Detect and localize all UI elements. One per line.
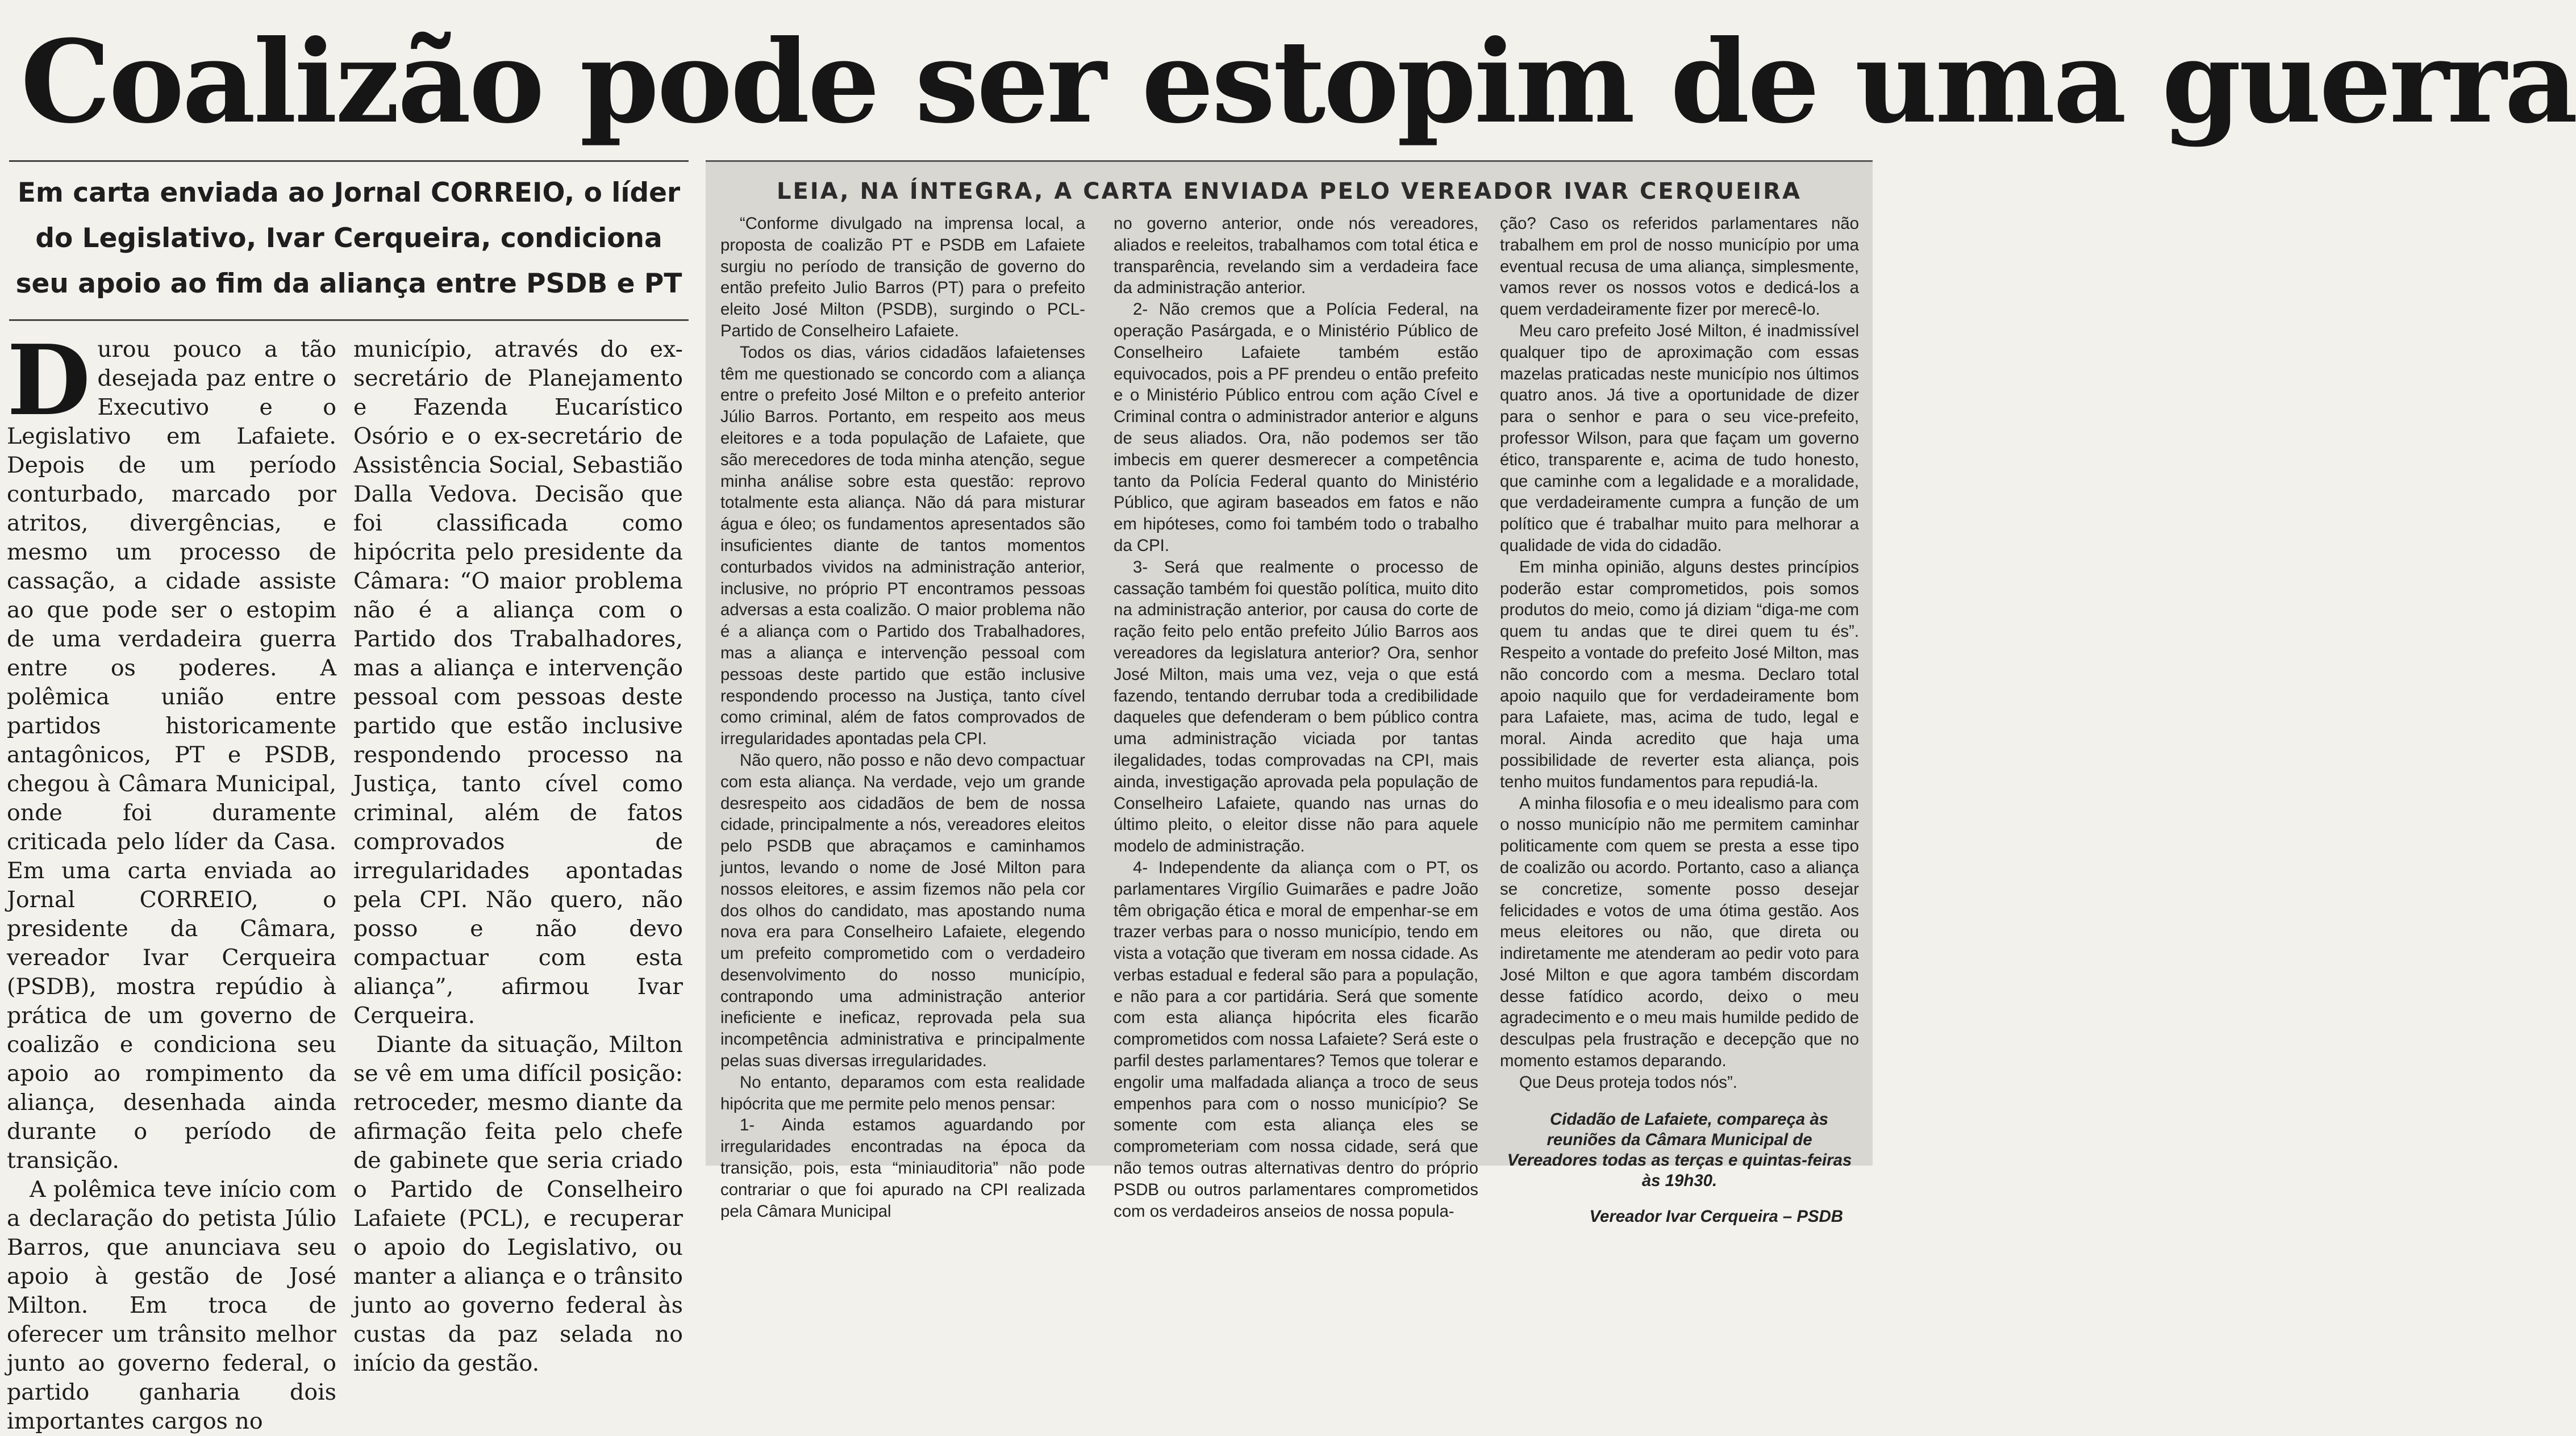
letter-column-3 <box>1500 213 1859 1226</box>
article-paragraph: A polêmica teve início com a declaração do petista Júlio Barros, que anunciava seu apoio à gestão de José Milton. Em troca de oferecer um trânsito melhor junto ao governo federal, o partido ganharia dois importantes cargos no <box>7 1176 336 1434</box>
letter-paragraph: Todos os dias, vários cidadãos lafaietenses têm me questionado se concordo com a aliança entre o prefeito José Milton e o prefeito anterior Júlio Barros. Portanto, em respeito aos meus eleitores e a toda população de Lafaiete, que são merecedores de toda minha atenção, segue minha análise sobre esta questão: reprovo totalmente esta aliança. Não dá para misturar água e óleo; os fundamentos apresentados são insuficientes diante de tantos momentos conturbados vividos na administração anterior, inclusive, no próprio PT encontramos pessoas adversas a esta coalizão. O maior problema não é a aliança com o Partido dos Trabalhadores, mas a aliança e intervenção pessoal com pessoas deste partido que estão inclusive respondendo processo na Justiça, tanto cível como criminal, além de fatos comprovados de irregularidades apontadas pela CPI. <box>720 343 1085 749</box>
subheadline: Em carta enviada ao Jornal CORREIO, o líder do Legislativo, Ivar Cerqueira, condiciona seu apoio ao fim da aliança entre PSDB e PT <box>15 177 682 299</box>
article-paragraph-text: urou pouco a tão desejada paz entre o Executivo e o Legislativo em Lafaiete. Depois de um período conturbado, marcado por atritos, divergências, e mesmo um processo de cassação, a cidade assiste ao que pode ser o estopim de uma verdadeira guerra entre os poderes. A polêmica união entre partidos historicamente antagônicos, PT e PSDB, chegou à Câmara Municipal, onde foi duramente criticada pelo líder da Casa. Em uma carta enviada ao Jornal CORREIO, o presidente da Câmara, vereador Ivar Cerqueira (PSDB), mostra repúdio à prática de um governo de coalizão e condiciona seu apoio ao rompimento da aliança, desenhada ainda durante o período de transição. <box>7 336 336 1174</box>
letter-column-1 <box>720 213 1085 1221</box>
letter-paragraph: Meu caro prefeito José Milton, é inadmissível qualquer tipo de aproximação com essas mazelas praticadas neste município nos últimos quatro anos. Já tive a oportunidade de dizer para o senhor e para o seu vice-prefeito, professor Wilson, para que façam um governo ético, transparente e, acima de tudo honesto, que caminhe com a legalidade e a moralidade, que verdadeiramente cumpra a função de um político que é trabalhar muito para melhorar a qualidade de vida do cidadão. <box>1500 321 1859 555</box>
letter-title: LEIA, NA ÍNTEGRA, A CARTA ENVIADA PELO VEREADOR IVAR CERQUEIRA <box>777 178 1802 204</box>
letter-paragraph: “Conforme divulgado na imprensa local, a proposta de coalizão PT e PSDB em Lafaiete surgiu no período de transição de governo do então prefeito Julio Barros (PT) para o prefeito eleito José Milton (PSDB), surgindo o PCL-Partido de Conselheiro Lafaiete. <box>720 214 1085 340</box>
letter-column-2 <box>1114 213 1478 1221</box>
letter-paragraph: 1- Ainda estamos aguardando por irregularidades encontradas na época da transição, pois, esta “miniauditoria” não pode contrariar o que foi apurado na CPI realizada pela Câmara Municipal <box>720 1116 1085 1221</box>
letter-paragraph: no governo anterior, onde nós vereadores, aliados e reeleitos, trabalhamos com total ética e transparência, revelando sim a verdadeira face da administração anterior. <box>1114 214 1478 298</box>
article-paragraph: município, através do ex-secretário de Planejamento e Fazenda Eucarístico Osório e o ex-secretário de Assistência Social, Sebastião Dalla Vedova. Decisão que foi classificada como hipócrita pelo presidente da Câmara: “O maior problema não é a aliança com o Partido dos Trabalhadores, mas a aliança e intervenção pessoal com pessoas deste partido que estão inclusive respondendo processo na Justiça, tanto cível como criminal, além de fatos comprovados de irregularidades apontadas pela CPI. Não quero, não posso e não devo compactuar com esta aliança”, afirmou Ivar Cerqueira. <box>353 336 683 1029</box>
letter-paragraph: Que Deus proteja todos nós”. <box>1519 1072 1737 1092</box>
letter-box <box>706 160 1873 1226</box>
headline: Coalizão pode ser estopim de uma guerra <box>20 15 2576 149</box>
drop-cap: D <box>7 324 91 437</box>
letter-paragraph: 2- Não cremos que a Polícia Federal, na operação Pasárgada, e o Ministério Público de Conselheiro Lafaiete também estão equivocados, pois a PF prendeu o então prefeito e o Ministério Público entrou com ação Cível e Criminal contra o administrador anterior e alguns de seus aliados. Ora, não podemos ser tão imbecis em querer desmerecer a competência tanto da Polícia Federal quanto do Ministério Público, que agiram baseados em fatos e não em hipóteses, como foi também todo o trabalho da CPI. <box>1114 300 1478 555</box>
letter-paragraph: ção? Caso os referidos parlamentares não trabalhem em prol de nosso município por uma eventual recusa de uma aliança, simplesmente, vamos rever os nossos votos e dedicá-los a quem verdadeiramente fizer por merecê-lo. <box>1500 214 1859 319</box>
letter-paragraph: 3- Será que realmente o processo de cassação também foi questão política, muito dito na administração anterior, por causa do corte de ração feito pelo então prefeito Júlio Barros aos vereadores da legislatura anterior? Ora, senhor José Milton, mais uma vez, veja o que está fazendo, tentando derrubar toda a credibilidade daqueles que defenderam o bem público contra uma administração viciada por tantas ilegalidades, todas comprovadas na CPI, mais ainda, investigação aprovada pela população de Conselheiro Lafaiete, quando nas urnas do último pleito, o eleitor disse não para aquele modelo de administração. <box>1114 557 1478 856</box>
article-paragraph <box>7 324 336 1175</box>
divider-top <box>9 160 689 162</box>
divider-bottom <box>9 319 689 321</box>
letter-paragraph: 4- Independente da aliança com o PT, os parlamentares Virgílio Guimarães e padre João têm obrigação ética e moral de empenhar-se em trazer verbas para o nosso município, tendo em vista a votação que tiveram em nossa cidade. As verbas estadual e federal são para a população, e não para a cor partidária. Será que somente com esta aliança hipócrita eles ficarão comprometidos com nossa Lafaiete? Será este o parfil destes parlamentares? Temos que tolerar e engolir uma malfadada aliança a troco de seus empenhos para com o nosso município? Se somente com esta aliança eles se comprometeriam com nossa cidade, será que não temos outras alternativas dentro do próprio PSDB ou outros parlamentares comprometidos com os verdadeiros anseios de nossa popula- <box>1114 858 1478 1221</box>
letter-paragraph: Não quero, não posso e não devo compactuar com esta aliança. Na verdade, vejo um grande desrespeito aos cidadãos de bem de nossa cidade, principalmente a nós, vereadores eleitos pelo PSDB que abraçamos e caminhamos juntos, levando o nome de José Milton para nossos eleitores, e assim fizemos não pela cor dos olhos do candidato, mas apostando numa nova era para Conselheiro Lafaiete, elegendo um prefeito comprometido com o verdadeiro desenvolvimento do nosso município, contrapondo uma administração anterior ineficiente e ineficaz, reprovada pela sua incompetência administrativa e principalmente pelas suas diversas irregularidades. <box>720 750 1085 1071</box>
article-column-2 <box>353 335 683 1376</box>
article-paragraph: Diante da situação, Milton se vê em uma difícil posição: retroceder, mesmo diante da afirmação feita pelo chefe de gabinete que seria criado o Partido de Conselheiro Lafaiete (PCL), e recuperar o apoio do Legislativo, ou manter a aliança e o trânsito junto ao governo federal às custas da paz selada no início da gestão. <box>353 1032 683 1376</box>
meeting-notice: Cidadão de Lafaiete, compareça às reuniões da Câmara Municipal de Vereadores todas as terças e quintas-feiras às 19h30. <box>1507 1109 1852 1190</box>
letter-paragraph: A minha filosofia e o meu idealismo para com o nosso município não me permitem caminhar politicamente com quem se presta a esse tipo de coalizão ou acordo. Portanto, caso a aliança se concretize, somente posso desejar felicidades e votos de uma ótima gestão. Aos meus eleitores ou não, que direta ou indiretamente me atenderam ao pedir voto para José Milton e que agora também discordam desse fatídico acordo, deixo o meu agradecimento e o meu mais humilde pedido de desculpas pela frustração e decepção que no momento estamos deparando. <box>1500 794 1859 1071</box>
letter-paragraph: No entanto, deparamos com esta realidade hipócrita que me permite pelo menos pensar: <box>720 1072 1085 1113</box>
article-column-1 <box>7 324 336 1434</box>
letter-paragraph: Em minha opinião, alguns destes princípios poderão estar comprometidos, pois somos produtos do meio, como já diziam “diga-me com quem tu andas que te direi quem tu és”. Respeito a vontade do prefeito José Milton, mas não concordo com a mesma. Declaro total apoio naquilo que for verdadeiramente bom para Lafaiete, mas, acima de tudo, legal e moral. Ainda acredito que haja uma possibilidade de reverter esta aliança, pois tenho muitos fundamentos para repudiá-la. <box>1500 557 1859 791</box>
letter-signature: Vereador Ivar Cerqueira – PSDB <box>1589 1207 1843 1226</box>
